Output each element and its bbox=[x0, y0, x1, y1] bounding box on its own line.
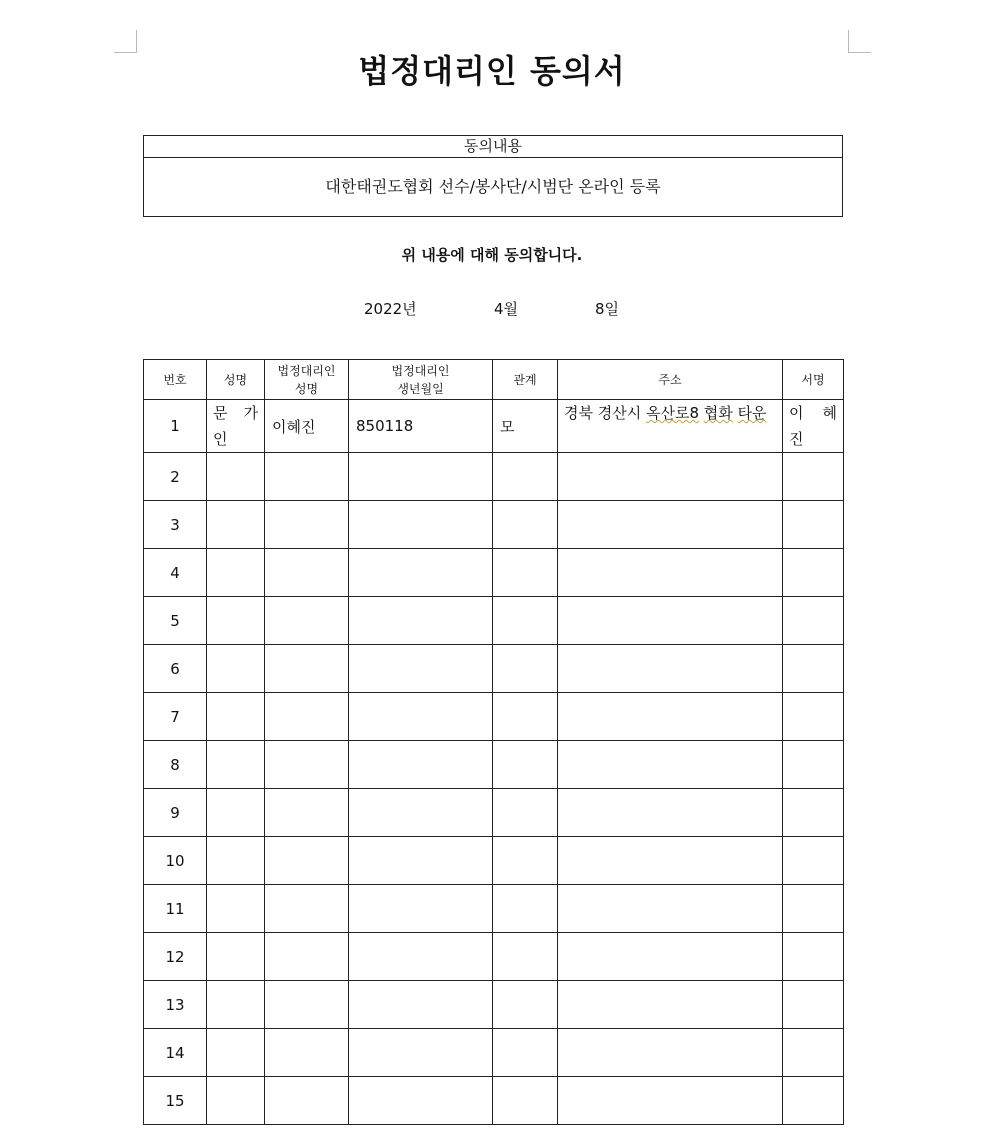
row-address bbox=[558, 597, 783, 645]
document-title: 법정대리인 동의서 bbox=[358, 52, 626, 90]
row-address bbox=[558, 933, 783, 981]
row-address bbox=[558, 501, 783, 549]
header-relation: 관계 bbox=[493, 360, 558, 400]
row-guardian-name bbox=[265, 981, 349, 1029]
row-relation bbox=[493, 837, 558, 885]
row-relation bbox=[493, 1077, 558, 1125]
row-signature bbox=[783, 597, 844, 645]
row-guardian-birth bbox=[349, 597, 493, 645]
agreement-statement: 위 내용에 대해 동의합니다. bbox=[401, 246, 583, 264]
row-name bbox=[207, 549, 265, 597]
row-guardian-birth bbox=[349, 501, 493, 549]
row-guardian-name bbox=[265, 885, 349, 933]
row-relation bbox=[493, 933, 558, 981]
row-signature bbox=[783, 645, 844, 693]
row-guardian-name bbox=[265, 933, 349, 981]
header-guardian-name-line2: 성명 bbox=[294, 381, 319, 396]
date-day: 8일 bbox=[595, 300, 620, 318]
address-part-1: 경북 경산시 bbox=[564, 404, 646, 422]
row-address bbox=[558, 1029, 783, 1077]
header-address: 주소 bbox=[558, 360, 783, 400]
table-row bbox=[144, 1077, 844, 1125]
table-row bbox=[144, 453, 844, 501]
row-no: 8 bbox=[144, 741, 207, 789]
table-row bbox=[144, 981, 844, 1029]
header-guardian-name-line1: 법정대리인 bbox=[277, 363, 336, 378]
row-no: 10 bbox=[144, 837, 207, 885]
row-guardian-name bbox=[265, 645, 349, 693]
table-row bbox=[144, 645, 844, 693]
date-month: 4월 bbox=[494, 300, 519, 318]
consent-header: 동의내용 bbox=[144, 136, 842, 158]
row-no: 13 bbox=[144, 981, 207, 1029]
consent-content-box bbox=[143, 135, 843, 217]
row-name bbox=[207, 789, 265, 837]
row-guardian-name bbox=[265, 741, 349, 789]
row-name bbox=[207, 693, 265, 741]
row-guardian-name bbox=[265, 501, 349, 549]
row-signature bbox=[783, 981, 844, 1029]
row-name bbox=[207, 645, 265, 693]
row-no: 7 bbox=[144, 693, 207, 741]
table-row bbox=[144, 837, 844, 885]
row-guardian-name bbox=[265, 597, 349, 645]
row-signature bbox=[783, 1029, 844, 1077]
row-guardian-name bbox=[265, 837, 349, 885]
row-address bbox=[558, 837, 783, 885]
row-relation bbox=[493, 597, 558, 645]
row-guardian-name bbox=[265, 789, 349, 837]
row-guardian-name bbox=[265, 1029, 349, 1077]
table-row bbox=[144, 933, 844, 981]
row-address bbox=[558, 1077, 783, 1125]
row-name bbox=[207, 837, 265, 885]
row-signature bbox=[783, 741, 844, 789]
row-relation bbox=[493, 549, 558, 597]
row-guardian-birth bbox=[349, 1029, 493, 1077]
table-row bbox=[144, 549, 844, 597]
row-relation bbox=[493, 789, 558, 837]
header-guardian-birth-line2: 생년월일 bbox=[397, 381, 444, 396]
row-address bbox=[558, 981, 783, 1029]
row-no: 14 bbox=[144, 1029, 207, 1077]
row-address bbox=[558, 693, 783, 741]
row-guardian-birth bbox=[349, 741, 493, 789]
address-part-6: 타운 bbox=[737, 404, 767, 422]
consent-body: 대한태권도협회 선수/봉사단/시범단 온라인 등록 bbox=[325, 177, 661, 196]
header-no: 번호 bbox=[144, 360, 207, 400]
row-guardian-name bbox=[265, 1077, 349, 1125]
row-signature bbox=[783, 885, 844, 933]
row-guardian-birth: 850118 bbox=[349, 400, 493, 453]
row-no: 1 bbox=[144, 400, 207, 453]
row-guardian-name: 이혜진 bbox=[265, 400, 349, 453]
row-name bbox=[207, 933, 265, 981]
header-guardian-name bbox=[265, 360, 349, 400]
row-relation bbox=[493, 885, 558, 933]
row-guardian-birth bbox=[349, 453, 493, 501]
row-address bbox=[558, 789, 783, 837]
row-relation bbox=[493, 981, 558, 1029]
row-address bbox=[558, 400, 783, 453]
address-part-4: 협화 bbox=[703, 404, 733, 422]
row-guardian-birth bbox=[349, 885, 493, 933]
row-guardian-birth bbox=[349, 1077, 493, 1125]
row-signature bbox=[783, 549, 844, 597]
row-guardian-birth bbox=[349, 837, 493, 885]
header-guardian-birth bbox=[349, 360, 493, 400]
row-guardian-birth bbox=[349, 933, 493, 981]
guardian-table bbox=[143, 359, 844, 1125]
row-guardian-birth bbox=[349, 789, 493, 837]
table-row bbox=[144, 400, 844, 453]
row-relation bbox=[493, 453, 558, 501]
table-row bbox=[144, 789, 844, 837]
row-signature: 이 혜진 bbox=[783, 400, 844, 453]
row-no: 6 bbox=[144, 645, 207, 693]
header-name: 성명 bbox=[207, 360, 265, 400]
table-row bbox=[144, 1029, 844, 1077]
row-signature bbox=[783, 501, 844, 549]
row-name bbox=[207, 501, 265, 549]
row-no: 9 bbox=[144, 789, 207, 837]
row-relation bbox=[493, 501, 558, 549]
header-signature: 서명 bbox=[783, 360, 844, 400]
row-relation bbox=[493, 645, 558, 693]
row-address bbox=[558, 549, 783, 597]
row-address bbox=[558, 741, 783, 789]
row-guardian-birth bbox=[349, 981, 493, 1029]
row-no: 12 bbox=[144, 933, 207, 981]
row-address bbox=[558, 645, 783, 693]
row-signature bbox=[783, 837, 844, 885]
row-signature bbox=[783, 693, 844, 741]
table-row bbox=[144, 885, 844, 933]
row-name bbox=[207, 453, 265, 501]
row-no: 3 bbox=[144, 501, 207, 549]
row-name bbox=[207, 597, 265, 645]
table-row bbox=[144, 693, 844, 741]
row-no: 2 bbox=[144, 453, 207, 501]
row-name: 문 가인 bbox=[207, 400, 265, 453]
header-guardian-birth-line1: 법정대리인 bbox=[391, 363, 450, 378]
row-address bbox=[558, 453, 783, 501]
row-signature bbox=[783, 453, 844, 501]
row-guardian-birth bbox=[349, 645, 493, 693]
row-signature bbox=[783, 933, 844, 981]
table-row bbox=[144, 501, 844, 549]
row-name bbox=[207, 741, 265, 789]
row-guardian-name bbox=[265, 549, 349, 597]
address-part-2: 옥산로8 bbox=[646, 404, 700, 422]
row-signature bbox=[783, 1077, 844, 1125]
row-name bbox=[207, 981, 265, 1029]
table-row bbox=[144, 597, 844, 645]
row-no: 11 bbox=[144, 885, 207, 933]
table-row bbox=[144, 741, 844, 789]
row-name bbox=[207, 885, 265, 933]
row-name bbox=[207, 1029, 265, 1077]
row-guardian-birth bbox=[349, 693, 493, 741]
row-relation bbox=[493, 693, 558, 741]
row-signature bbox=[783, 789, 844, 837]
row-no: 15 bbox=[144, 1077, 207, 1125]
row-guardian-birth bbox=[349, 549, 493, 597]
row-name bbox=[207, 1077, 265, 1125]
row-relation bbox=[493, 1029, 558, 1077]
date-year: 2022년 bbox=[364, 300, 417, 318]
row-no: 4 bbox=[144, 549, 207, 597]
row-relation bbox=[493, 741, 558, 789]
row-guardian-name bbox=[265, 453, 349, 501]
row-no: 5 bbox=[144, 597, 207, 645]
row-relation: 모 bbox=[493, 400, 558, 453]
row-guardian-name bbox=[265, 693, 349, 741]
row-address bbox=[558, 885, 783, 933]
table-header-row bbox=[144, 360, 844, 400]
